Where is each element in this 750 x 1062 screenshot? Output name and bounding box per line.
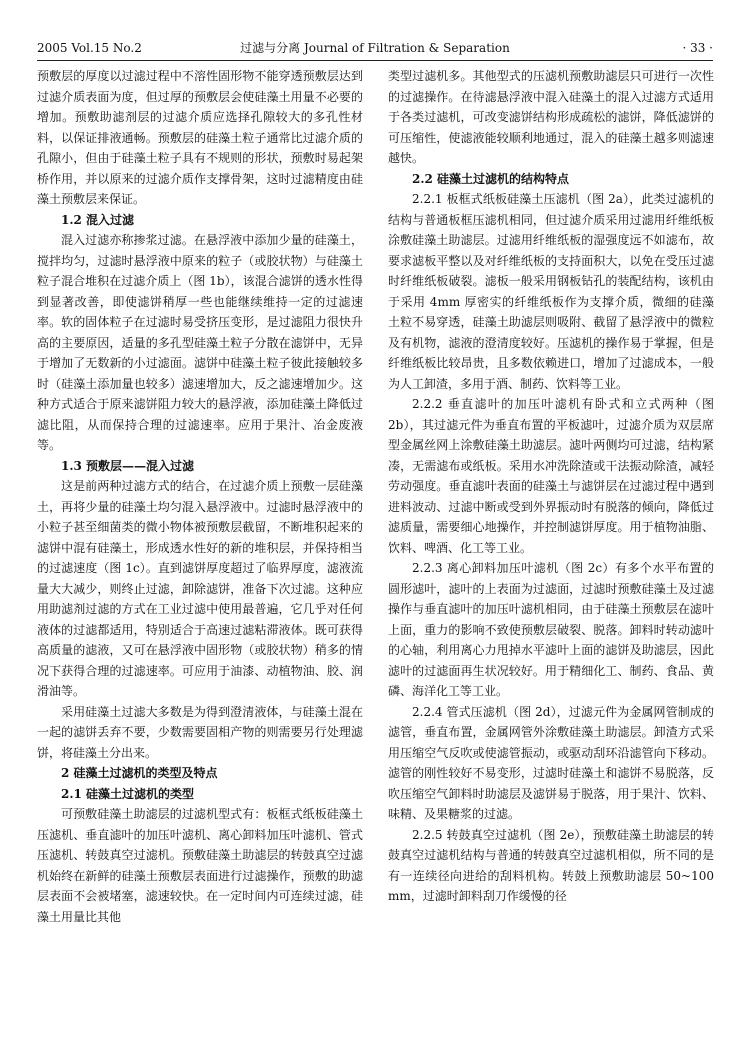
paragraph: 可预敷硅藻土助滤层的过滤机型式有：板框式纸板硅藻土压滤机、垂直滤叶的加压叶滤机、离心卸料加压叶滤机、管式压滤机、转鼓真空过滤机。预敷硅藻土助滤层的转鼓真空过滤机始终在新鲜的硅藻土预敷层表面进行过滤操作，预敷的助滤层表面不会被堵塞，滤速较快。在一定时间内可连续过滤，硅藻土用量比其他 — [37, 807, 363, 924]
paragraph: 2.2.3 离心卸料加压叶滤机（图 2c）有多个水平布置的圆形滤叶，滤叶的上表面为过滤面，过滤时预敷硅藻土及过滤操作与垂直滤叶的加压叶滤机相同，由于硅藻土预敷层在滤叶上面，重力的影响不致使预敷层破裂、脱落。卸料时转动滤叶的心轴，利用离心力甩掉水平滤叶上面的滤饼及助滤层，因此滤叶的过滤面再生状况较好。用于精细化工、制药、食品、黄磷、海洋化工等工业。 — [388, 561, 714, 698]
header-rule — [37, 60, 713, 61]
paragraph: 这是前两种过滤方式的结合，在过滤介质上预敷一层硅藻土，再将少量的硅藻土均匀混入悬浮液中。过滤时悬浮液中的小粒子甚至细菌类的微小物体被预敷层截留，不断堆积起来的滤饼中混有硅藻土，形成透水性好的新的堆积层，并保持相当的过滤速度（图 1c）。直到滤饼厚度超过了临界厚度，滤液流量大大减少，则终止过滤，卸除滤饼，准备下次过滤。这种应用助滤剂过滤的方式在工业过滤中使用最普遍，它几乎对任何液体的过滤都适用，特别适合于高速过滤粘滞液体。既可获得高质量的滤液，又可在悬浮液中固形物（或胶状物）稍多的情况下获得合理的过滤速率。可应用于油漆、动植物油、胶、润滑油等。 — [37, 479, 363, 698]
paragraph: 2.2.1 板框式纸板硅藻土压滤机（图 2a），此类过滤机的结构与普通板框压滤机相同，但过滤介质采用过滤用纤维纸板涂敷硅藻土助滤层。过滤用纤维纸板的湿强度远不如滤布，故要求滤板平整以及对纤维纸板的支持面积大，以免在受压过滤时纤维纸板破裂。滤板一般采用钢板钻孔的装配结构，该机由于采用 4mm 厚密实的纤维纸板作为支撑介质，微细的硅藻土粒不易穿透，硅藻土助滤层则吸附、截留了悬浮液中的微粒及有机物，滤液的澄清度较好。压滤机的操作易于掌握，但是纤维纸板比较昂贵，且多数依赖进口，增加了过滤成本，一般为人工卸渣，多用于酒、制药、饮料等工业。 — [388, 192, 714, 391]
section-heading: 1.2 混入过滤 — [61, 212, 135, 227]
paragraph: 2.2.4 管式压滤机（图 2d），过滤元件为金属网管制成的滤管，垂直布置，金属网管外涂敷硅藻土助滤层。卸渣方式采用压缩空气反吹或使滤管振动，或驱动刮环沿滤管向下移动。滤管的刚性较好不易变形，过滤时硅藻土和滤饼不易脱落，反吹压缩空气卸料时助滤层及滤饼易于脱落，用于果汁、饮料、味精、及果糖浆的过滤。 — [388, 704, 714, 821]
paragraph: 采用硅藻土过滤大多数是为得到澄清液体，与硅藻土混在一起的滤饼丢弃不要，少数需要固相产物的则需要另行处理滤饼，将硅藻土分出来。 — [37, 704, 363, 760]
page-number: · 33 · — [682, 41, 713, 55]
right-column — [388, 66, 714, 907]
paragraph: 2.2.5 转鼓真空过滤机（图 2e），预敷硅藻土助滤层的转鼓真空过滤机结构与普通的转鼓真空过滤机相似，所不同的是有一连续径向进给的刮料机构。转鼓上预敷助滤层 50~100 mm，过滤时卸料刮刀作缓慢的径 — [388, 827, 714, 903]
journal-volume-info: 2005 Vol.15 No.2 — [37, 41, 142, 55]
section-heading: 2 硅藻土过滤机的类型及特点 — [61, 766, 218, 780]
section-heading: 1.3 预敷层——混入过滤 — [61, 458, 195, 473]
paragraph: 类型过滤机多。其他型式的压滤机预敷助滤层只可进行一次性的过滤操作。在待滤悬浮液中混入硅藻土的混入过滤方式适用于各类过滤机，可改变滤饼结构形成疏松的滤饼，降低滤饼的可压缩性，使滤液能较顺利地通过，混入的硅藻土越多则滤速越快。 — [388, 69, 714, 165]
left-column — [37, 66, 363, 927]
section-heading: 2.1 硅藻土过滤机的类型 — [61, 786, 195, 801]
paragraph: 2.2.2 垂直滤叶的加压叶滤机有卧式和立式两种（图 2b），其过滤元件为垂直布置的平板滤叶，过滤介质为双层席型金属丝网上涂敷硅藻土助滤层。滤叶两侧均可过滤，结构紧凑，无需滤布或纸板。采用水冲洗除渣或干法振动除渣，减轻劳动强度。垂直滤叶表面的硅藻土与滤饼层在过滤过程中遇到进料波动、过滤中断或受到外界振动时有脱落的倾向，降低过滤质量，需要细心地操作，并控制滤饼厚度。用于植物油脂、饮料、啤酒、化工等工业。 — [388, 397, 714, 555]
paragraph: 预敷层的厚度以过滤过程中不溶性固形物不能穿透预敷层达到过滤介质表面为度，但过厚的预敷层会使硅藻土用量不必要的增加。预敷助滤剂层的过滤介质应选择孔隙较大的多孔性材料，以保证排液通畅。预敷层的硅藻土粒子通常比过滤介质的孔隙小，但由于硅藻土粒子具有不规则的形状，预敷时易起架桥作用，并以原来的过滤介质作支撑骨架，这时过滤精度由硅藻土预敷层来保证。 — [37, 69, 363, 206]
paragraph: 混入过滤亦称掺浆过滤。在悬浮液中添加少量的硅藻土，搅拌均匀，过滤时悬浮液中原来的粒子（或胶状物）与硅藻土粒子混合堆积在过滤介质上（图 1b），该混合滤饼的透水性得到显著改善，即使滤饼稍厚一些也能继续维持一定的过滤速率。软的固体粒子在过滤时易受挤压变形，是过滤阻力很快升高的主要原因，适量的多孔型硅藻土粒子分散在滤饼中，无异于增加了无数新的小过滤面。滤饼中硅藻土粒子彼此接触较多时（硅藻土添加量也较多）滤速增加大，反之滤速增加少。这种方式适合于原来滤饼阻力较大的悬浮液，添加硅藻土降低过滤比阻，从而保持合理的过滤速率。应用于果汁、冶金废液等。 — [37, 233, 363, 452]
section-heading: 2.2 硅藻土过滤机的结构特点 — [412, 171, 570, 186]
journal-title: 过滤与分离 Journal of Filtration & Separation — [240, 41, 510, 55]
page-header — [37, 38, 713, 58]
